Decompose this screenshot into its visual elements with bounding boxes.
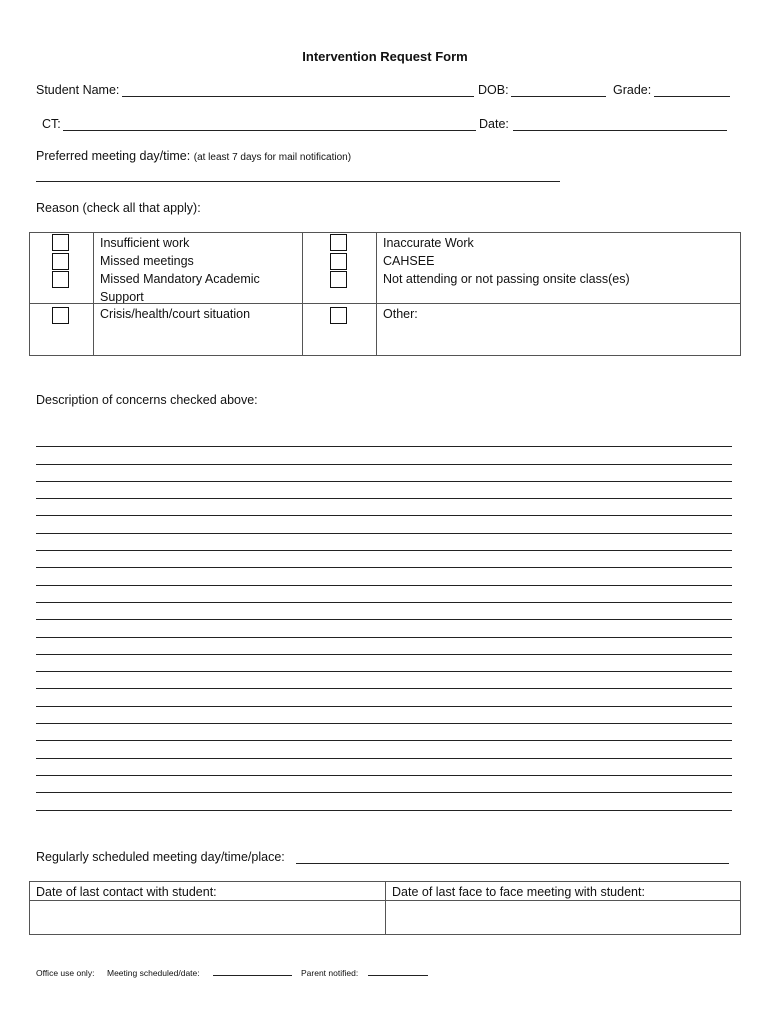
- description-line[interactable]: [36, 689, 732, 706]
- description-line[interactable]: [36, 793, 732, 810]
- description-line[interactable]: [36, 638, 732, 655]
- reason-label: Reason (check all that apply):: [36, 201, 201, 215]
- table-divider: [30, 303, 740, 304]
- last-contact-field[interactable]: [30, 901, 385, 934]
- description-line[interactable]: [36, 741, 732, 758]
- description-line[interactable]: [36, 516, 732, 533]
- description-line[interactable]: [36, 482, 732, 499]
- reason-missed-mandatory: Missed Mandatory Academic: [100, 272, 260, 286]
- description-line[interactable]: [36, 447, 732, 464]
- preferred-meeting-note: (at least 7 days for mail notification): [193, 152, 352, 163]
- description-line[interactable]: [36, 759, 732, 776]
- table-divider: [302, 233, 303, 355]
- table-divider: [376, 233, 377, 355]
- description-line[interactable]: [36, 534, 732, 551]
- checkbox-missed-mandatory-academic-support[interactable]: [52, 271, 69, 288]
- checkbox-not-attending[interactable]: [330, 271, 347, 288]
- description-line[interactable]: [36, 620, 732, 637]
- dob-label: DOB:: [478, 83, 509, 97]
- description-line[interactable]: [36, 586, 732, 603]
- last-contact-label: Date of last contact with student:: [36, 885, 217, 899]
- parent-notified-label: Parent notified:: [301, 968, 359, 978]
- grade-field[interactable]: [654, 84, 730, 97]
- parent-notified-field[interactable]: [368, 966, 428, 976]
- description-line[interactable]: [36, 655, 732, 672]
- ct-label: CT:: [42, 117, 61, 131]
- table-divider: [93, 233, 94, 355]
- form-title: Intervention Request Form: [302, 49, 468, 64]
- checkbox-crisis-health-court[interactable]: [52, 307, 69, 324]
- student-name-label: Student Name:: [36, 83, 120, 97]
- checkbox-inaccurate-work[interactable]: [330, 234, 347, 251]
- meeting-scheduled-field[interactable]: [213, 966, 292, 976]
- last-face-meeting-field[interactable]: [386, 901, 740, 934]
- last-face-meeting-label: Date of last face to face meeting with student:: [392, 885, 645, 899]
- preferred-meeting-label: [36, 149, 351, 165]
- date-label: Date:: [479, 117, 509, 131]
- office-use-label: Office use only:: [36, 968, 95, 978]
- reason-crisis-health-court: Crisis/health/court situation: [100, 307, 251, 321]
- reason-insufficient-work: Insufficient work: [100, 236, 190, 250]
- description-line[interactable]: [36, 499, 732, 516]
- reason-support: Support: [100, 290, 144, 304]
- regular-meeting-label: Regularly scheduled meeting day/time/place:: [36, 850, 285, 864]
- student-name-field[interactable]: [122, 84, 474, 97]
- dob-field[interactable]: [511, 84, 606, 97]
- preferred-meeting-text: Preferred meeting day/time:: [36, 149, 191, 163]
- description-label: Description of concerns checked above:: [36, 393, 258, 407]
- date-field[interactable]: [513, 118, 727, 131]
- contact-table: [29, 881, 741, 935]
- description-line[interactable]: [36, 551, 732, 568]
- reason-cahsee: CAHSEE: [383, 254, 435, 268]
- reason-other: Other:: [383, 307, 418, 321]
- description-line[interactable]: [36, 672, 732, 689]
- description-line[interactable]: [36, 724, 732, 741]
- checkbox-insufficient-work[interactable]: [52, 234, 69, 251]
- regular-meeting-field[interactable]: [296, 851, 729, 864]
- grade-label: Grade:: [613, 83, 652, 97]
- description-line[interactable]: [36, 603, 732, 620]
- checkbox-cahsee[interactable]: [330, 253, 347, 270]
- description-area[interactable]: [36, 430, 732, 811]
- checkbox-other[interactable]: [330, 307, 347, 324]
- reason-not-attending: Not attending or not passing onsite class(es): [383, 272, 630, 286]
- meeting-scheduled-label: Meeting scheduled/date:: [107, 968, 200, 978]
- preferred-meeting-field[interactable]: [36, 169, 560, 182]
- description-line[interactable]: [36, 465, 732, 482]
- reason-inaccurate-work: Inaccurate Work: [383, 236, 474, 250]
- checkbox-missed-meetings[interactable]: [52, 253, 69, 270]
- reason-missed-meetings: Missed meetings: [100, 254, 194, 268]
- description-line[interactable]: [36, 707, 732, 724]
- reason-table: [29, 232, 741, 356]
- description-line[interactable]: [36, 776, 732, 793]
- ct-field[interactable]: [63, 118, 476, 131]
- description-line[interactable]: [36, 568, 732, 585]
- description-line[interactable]: [36, 430, 732, 447]
